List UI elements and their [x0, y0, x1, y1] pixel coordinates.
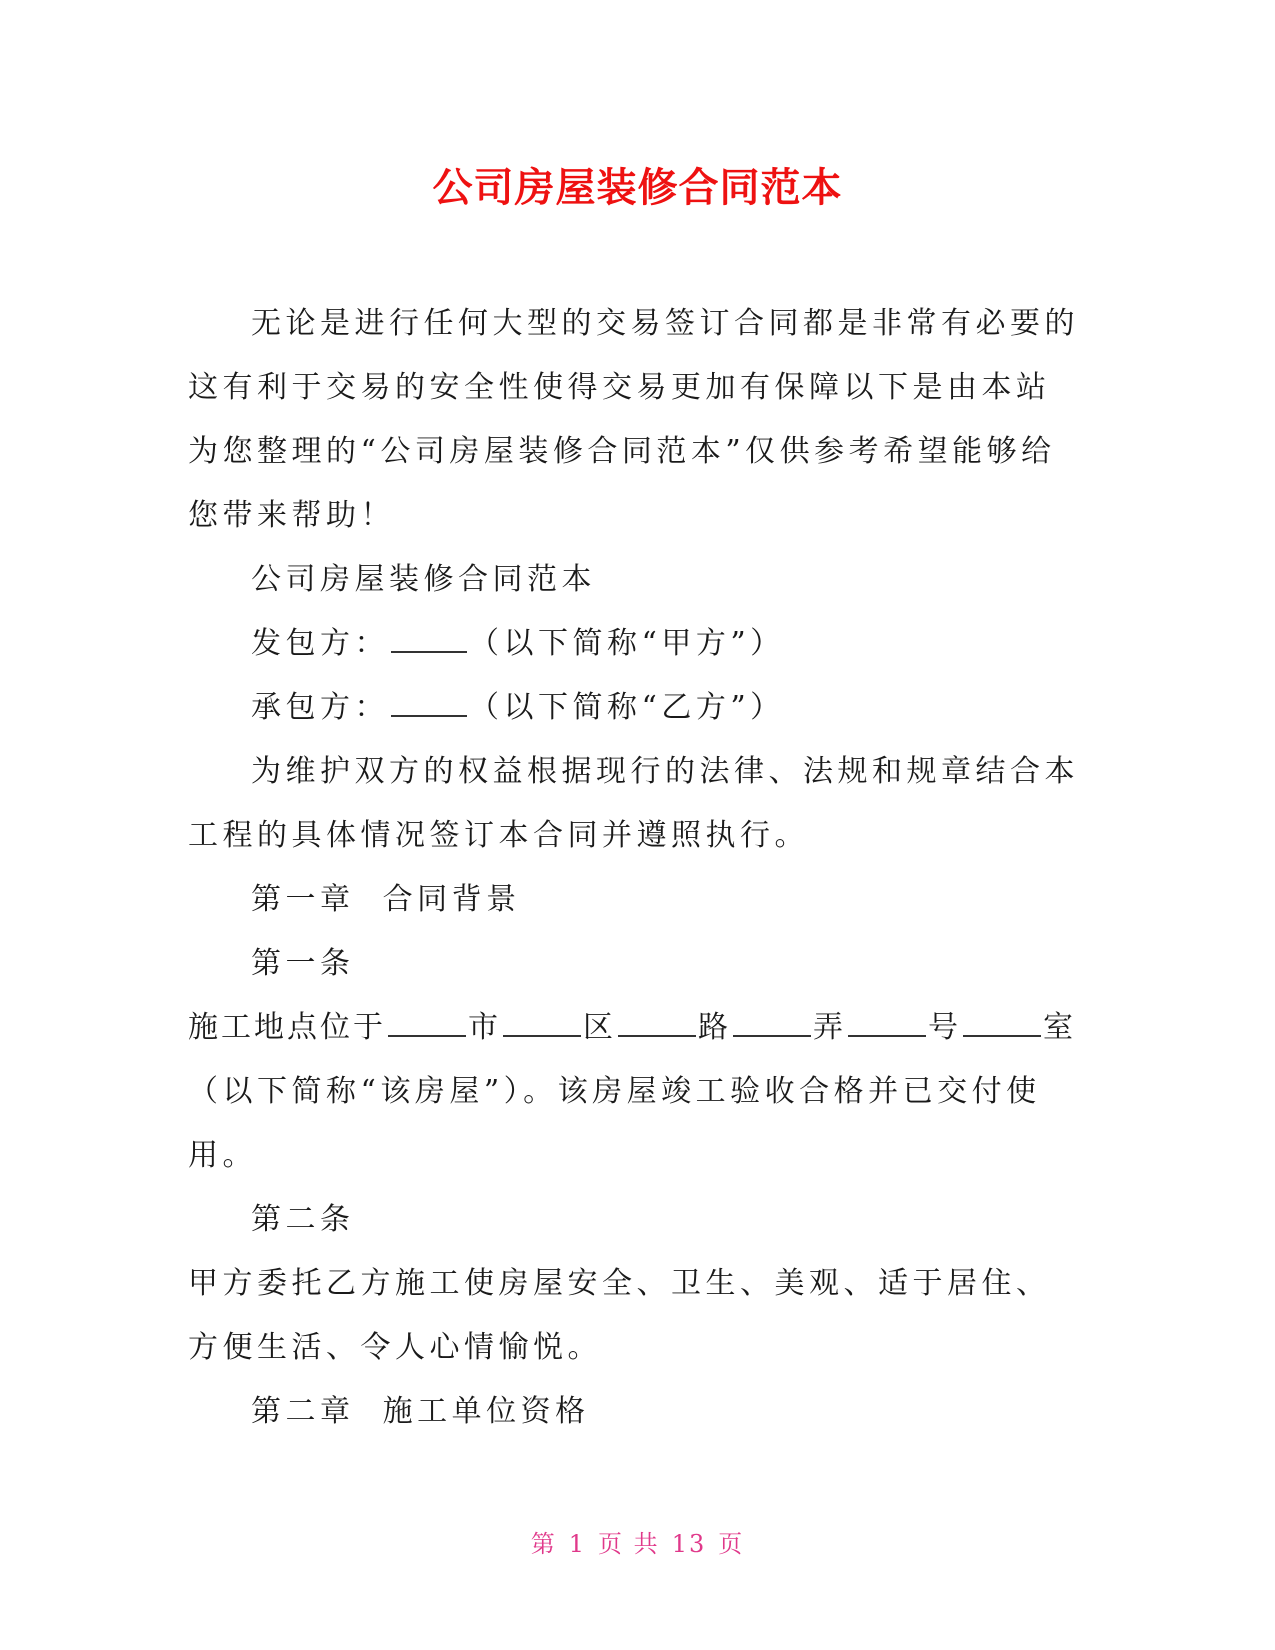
chapter-1-heading: 第一章 合同背景: [251, 882, 521, 917]
address-unit: 弄: [813, 1010, 846, 1045]
party-a-suffix: （以下简称“甲方”）: [469, 626, 785, 661]
page-footer: [0, 1528, 1275, 1560]
party-a-blank: [391, 625, 467, 653]
address-prefix: 施工地点位于: [188, 1010, 386, 1045]
footer-page-suffix: 页: [718, 1530, 745, 1558]
article-2-heading: 第二条: [251, 1202, 355, 1237]
footer-page-mid: 页 共: [598, 1530, 660, 1558]
party-b-suffix: （以下简称“乙方”）: [469, 690, 785, 725]
address-blank: [848, 1009, 926, 1037]
footer-page-total: 13: [671, 1530, 707, 1558]
address-unit: 路: [698, 1010, 731, 1045]
party-b-label: 承包方：: [251, 690, 389, 725]
party-b-blank: [391, 689, 467, 717]
subtitle: 公司房屋装修合同范本: [251, 562, 596, 597]
address-unit: 市: [468, 1010, 501, 1045]
article-1-heading: 第一条: [251, 946, 355, 981]
footer-page-prefix: 第: [530, 1530, 557, 1558]
party-a-label: 发包方：: [251, 626, 389, 661]
address-unit: 号: [928, 1010, 961, 1045]
intro-paragraph: 无论是进行任何大型的交易签订合同都是非常有必要的这有利于交易的安全性使得交易更加有保障以下是由本站为您整理的“公司房屋装修合同范本”仅供参考希望能够给您带来帮助！: [188, 306, 1079, 533]
address-unit: 区: [583, 1010, 616, 1045]
article-1-text: （以下简称“该房屋”）。该房屋竣工验收合格并已交付使用。: [188, 1074, 1041, 1173]
party-b-line: [188, 676, 1080, 740]
footer-page-current: 1: [568, 1530, 587, 1558]
address-blank: [963, 1009, 1041, 1037]
preamble-paragraph: 为维护双方的权益根据现行的法律、法规和规章结合本工程的具体情况签订本合同并遵照执行。: [188, 754, 1079, 853]
address-blank: [503, 1009, 581, 1037]
address-blank: [618, 1009, 696, 1037]
document-body: [188, 292, 1080, 1444]
address-blank: [388, 1009, 466, 1037]
party-a-line: [188, 612, 1080, 676]
address-line: [188, 996, 1080, 1060]
address-blank: [733, 1009, 811, 1037]
document-title: 公司房屋装修合同范本: [432, 165, 843, 211]
article-2-text: 甲方委托乙方施工使房屋安全、卫生、美观、适于居住、方便生活、令人心情愉悦。: [188, 1266, 1051, 1365]
address-unit: 室: [1043, 1010, 1076, 1045]
chapter-2-heading: 第二章 施工单位资格: [251, 1394, 590, 1429]
